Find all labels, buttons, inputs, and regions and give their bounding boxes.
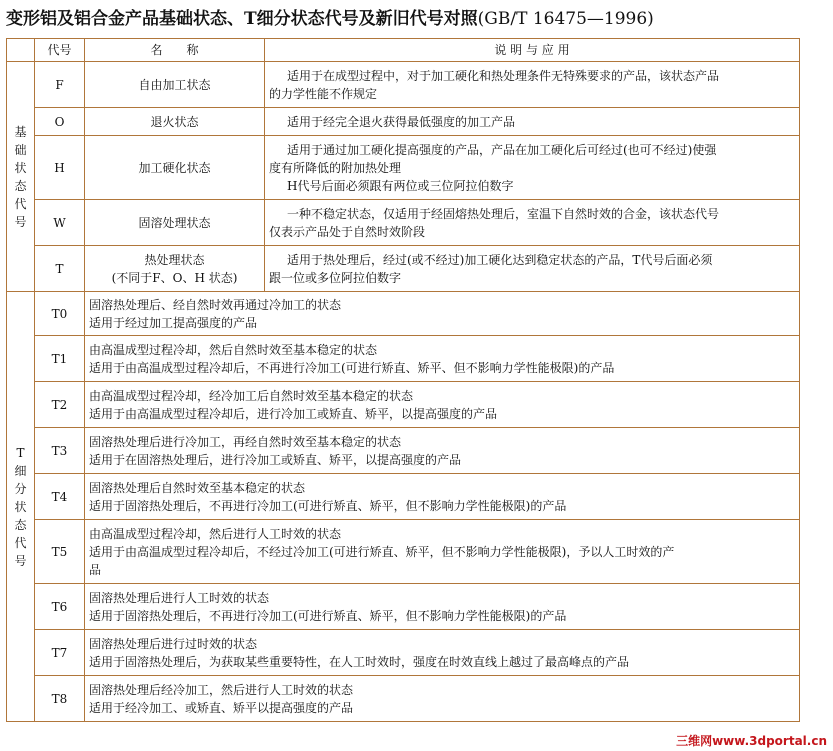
basic-group-label: 基 础 状 态 代 号: [7, 62, 35, 292]
desc-cell: 由高温成型过程冷却，然后进行人工时效的状态 适用于由高温成型过程冷却后，不经过冷加工(可进行矫直、矫平，但不影响力学性能极限)，予以人工时效的产 品: [85, 520, 800, 584]
code-cell: H: [35, 136, 85, 200]
table-row: [7, 108, 800, 136]
name-cell: 加工硬化状态: [85, 136, 265, 200]
desc-cell: 固溶热处理后自然时效至基本稳定的状态 适用于固溶热处理后，不再进行冷加工(可进行矫直、矫平，但不影响力学性能极限)的产品: [85, 474, 800, 520]
code-cell: T4: [35, 474, 85, 520]
code-cell: O: [35, 108, 85, 136]
desc-cell: 固溶热处理后经冷加工，然后进行人工时效的状态 适用于经冷加工、或矫直、矫平以提高强度的产品: [85, 676, 800, 722]
table-row: [7, 676, 800, 722]
code-cell: T7: [35, 630, 85, 676]
table-row: [7, 382, 800, 428]
name-cell: 热处理状态 (不同于F、O、H 状态): [85, 246, 265, 292]
header-group-cell: [7, 39, 35, 62]
table-row: [7, 630, 800, 676]
desc-cell: 适用于在成型过程中，对于加工硬化和热处理条件无特殊要求的产品，该状态产品 的力学性能不作规定: [265, 62, 800, 108]
code-cell: T0: [35, 292, 85, 336]
code-cell: T2: [35, 382, 85, 428]
table-row: [7, 520, 800, 584]
name-cell: 固溶处理状态: [85, 200, 265, 246]
code-cell: T6: [35, 584, 85, 630]
header-row: [7, 39, 800, 62]
name-cell: 自由加工状态: [85, 62, 265, 108]
desc-cell: 适用于通过加工硬化提高强度的产品，产品在加工硬化后可经过(也可不经过)使强 度有所降低的附加热处理 H代号后面必须跟有两位或三位阿拉伯数字: [265, 136, 800, 200]
code-cell: W: [35, 200, 85, 246]
code-cell: T8: [35, 676, 85, 722]
code-cell: T: [35, 246, 85, 292]
site-watermark: 三维网www.3dportal.cn: [676, 734, 827, 748]
table-row: [7, 292, 800, 336]
code-cell: T1: [35, 336, 85, 382]
name-cell: 退火状态: [85, 108, 265, 136]
desc-cell: 一种不稳定状态，仅适用于经固熔热处理后，室温下自然时效的合金，该状态代号 仅表示产品处于自然时效阶段: [265, 200, 800, 246]
title-main: 变形铝及铝合金产品基础状态、T细分状态代号及新旧代号对照: [6, 9, 478, 29]
header-name: 名 称: [85, 39, 265, 62]
temper-designation-table: [6, 38, 800, 722]
header-code: 代号: [35, 39, 85, 62]
table-row: [7, 428, 800, 474]
table-row: [7, 136, 800, 200]
desc-cell: 由高温成型过程冷却，然后自然时效至基本稳定的状态 适用于由高温成型过程冷却后，不再进行冷加工(可进行矫直、矫平、但不影响力学性能极限)的产品: [85, 336, 800, 382]
title-standard: (GB/T 16475—1996): [477, 9, 654, 29]
code-cell: T5: [35, 520, 85, 584]
code-cell: T3: [35, 428, 85, 474]
page-title: [6, 6, 826, 32]
table-row: [7, 336, 800, 382]
desc-cell: 固溶热处理后、经自然时效再通过冷加工的状态 适用于经过加工提高强度的产品: [85, 292, 800, 336]
desc-cell: 固溶热处理后进行冷加工，再经自然时效至基本稳定的状态 适用于在固溶热处理后，进行冷加工或矫直、矫平，以提高强度的产品: [85, 428, 800, 474]
desc-cell: 固溶热处理后进行过时效的状态 适用于固溶热处理后，为获取某些重要特性，在人工时效时，强度在时效直线上越过了最高峰点的产品: [85, 630, 800, 676]
code-cell: F: [35, 62, 85, 108]
table-row: [7, 200, 800, 246]
desc-cell: 适用于经完全退火获得最低强度的加工产品: [265, 108, 800, 136]
desc-cell: 适用于热处理后，经过(或不经过)加工硬化达到稳定状态的产品，T代号后面必须 跟一位或多位阿拉伯数字: [265, 246, 800, 292]
header-desc: 说 明 与 应 用: [265, 39, 800, 62]
desc-cell: 由高温成型过程冷却，经冷加工后自然时效至基本稳定的状态 适用于由高温成型过程冷却后，进行冷加工或矫直、矫平，以提高强度的产品: [85, 382, 800, 428]
table-row: [7, 584, 800, 630]
table-row: [7, 62, 800, 108]
table-row: [7, 474, 800, 520]
desc-cell: 固溶热处理后进行人工时效的状态 适用于固溶热处理后，不再进行冷加工(可进行矫直、矫平，但不影响力学性能极限)的产品: [85, 584, 800, 630]
table-row: [7, 246, 800, 292]
t-group-label: T 细 分 状 态 代 号: [7, 292, 35, 722]
